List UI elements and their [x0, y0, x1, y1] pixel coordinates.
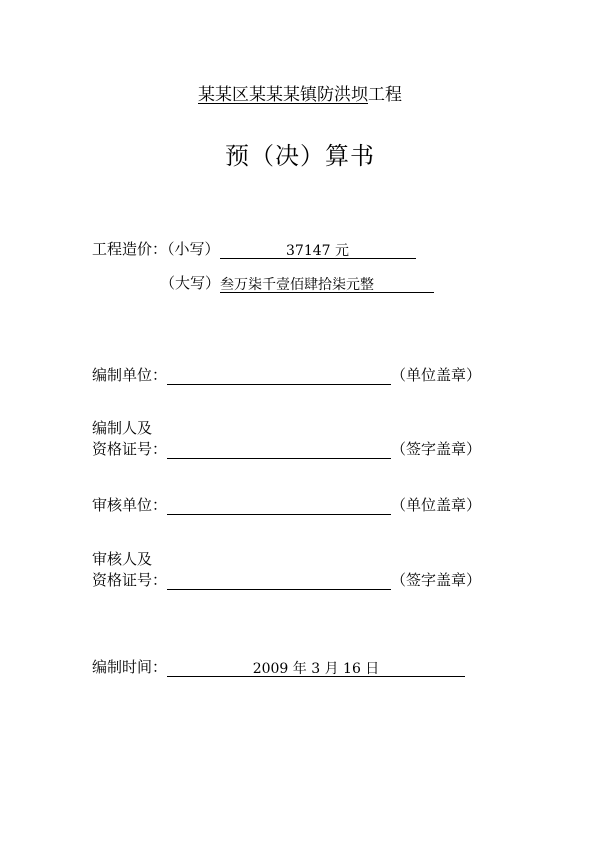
review-unit-row [92, 494, 481, 515]
reviewer-label-1: 审核人及 [92, 550, 153, 568]
prep-unit-label: 编制单位： [92, 366, 168, 384]
preparer-label-1: 编制人及 [92, 419, 153, 437]
reviewer-stamp: （签字盖章） [391, 571, 482, 589]
prep-unit-row [92, 364, 481, 385]
cost-large-row [160, 272, 434, 293]
preparer-stamp: （签字盖章） [391, 440, 482, 458]
prep-time-row [92, 656, 465, 677]
cost-small-row [92, 238, 416, 259]
cost-small-label: 工程造价：（小写） [92, 240, 220, 258]
cost-large-label: （大写） [160, 274, 221, 292]
review-unit-label: 审核单位： [92, 496, 168, 514]
project-suffix: 工程 [368, 85, 402, 105]
prep-time-text: 2009 年 3 月 16 日 [252, 661, 380, 677]
prep-unit-line [167, 368, 391, 385]
preparer-row [92, 438, 481, 459]
document-title: 预（决）算书 [225, 142, 375, 170]
prep-unit-stamp: （单位盖章） [391, 366, 482, 384]
prep-time-value [167, 658, 465, 677]
cost-small-text: 37147 元 [286, 243, 350, 259]
cost-large-value [220, 274, 434, 293]
reviewer-label-2: 资格证号： [92, 571, 168, 589]
cost-small-value [220, 240, 416, 259]
preparer-line [167, 442, 391, 459]
reviewer-line [167, 573, 391, 590]
prep-time-label: 编制时间： [92, 658, 168, 676]
project-name: 某某区某某某镇防洪坝 [198, 85, 368, 105]
review-unit-stamp: （单位盖章） [391, 496, 482, 514]
cost-large-text: 叁万柒千壹佰肆拾柒元整 [220, 277, 375, 293]
reviewer-row [92, 569, 481, 590]
preparer-label-2: 资格证号： [92, 440, 168, 458]
review-unit-line [167, 498, 391, 515]
project-title [0, 80, 600, 105]
